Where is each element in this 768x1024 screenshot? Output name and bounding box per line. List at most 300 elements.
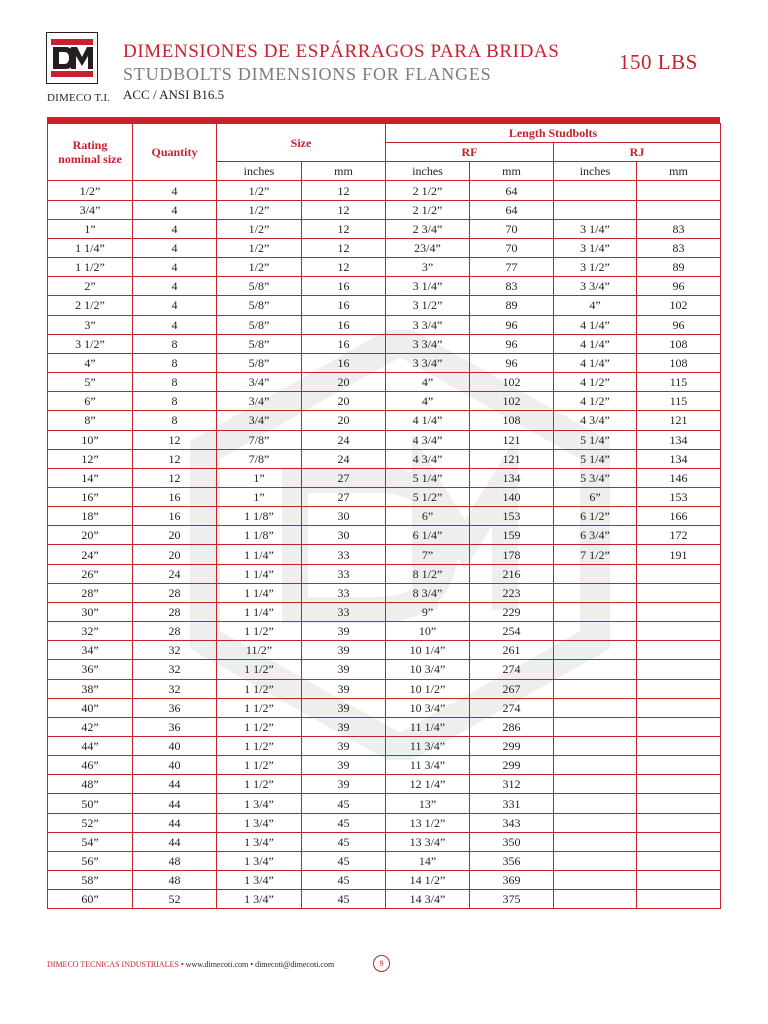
- cell-size-inches: 1 1/8”: [217, 507, 302, 526]
- cell-rf-mm: 102: [470, 373, 554, 392]
- cell-size-mm: 16: [302, 353, 386, 372]
- cell-rj-mm: 191: [637, 545, 721, 564]
- cell-rf-inches: 9”: [386, 602, 470, 621]
- cell-size-inches: 7/8”: [217, 449, 302, 468]
- studbolt-dimensions-table: [47, 123, 721, 909]
- header-rf: RF: [386, 143, 554, 162]
- cell-size-inches: 1 3/4”: [217, 813, 302, 832]
- page-number: 9: [373, 955, 390, 972]
- cell-rj-mm: [637, 717, 721, 736]
- footer-separator: •: [180, 960, 184, 969]
- cell-rf-mm: 134: [470, 468, 554, 487]
- cell-rj-mm: [637, 756, 721, 775]
- header-rj-inches: inches: [554, 162, 637, 181]
- table-row: [48, 717, 721, 736]
- cell-size-mm: 39: [302, 756, 386, 775]
- cell-rj-mm: [637, 564, 721, 583]
- cell-rj-mm: [637, 622, 721, 641]
- table-row: [48, 334, 721, 353]
- table-row: [48, 373, 721, 392]
- cell-size-mm: 39: [302, 622, 386, 641]
- cell-quantity: 44: [133, 813, 217, 832]
- table-row: [48, 181, 721, 200]
- cell-rj-mm: [637, 794, 721, 813]
- cell-rj-inches: 5 1/4”: [554, 430, 637, 449]
- cell-rj-mm: 146: [637, 468, 721, 487]
- cell-rating-size: 16”: [48, 487, 133, 506]
- cell-rf-mm: 140: [470, 487, 554, 506]
- table-row: [48, 641, 721, 660]
- header-quantity: Quantity: [133, 124, 217, 181]
- cell-rf-mm: 229: [470, 602, 554, 621]
- cell-size-mm: 39: [302, 660, 386, 679]
- cell-rating-size: 60”: [48, 890, 133, 909]
- cell-rj-mm: [637, 890, 721, 909]
- cell-rf-inches: 11 1/4”: [386, 717, 470, 736]
- cell-size-mm: 45: [302, 813, 386, 832]
- cell-size-mm: 45: [302, 851, 386, 870]
- cell-rj-mm: [637, 851, 721, 870]
- cell-rf-inches: 13 3/4”: [386, 832, 470, 851]
- cell-quantity: 36: [133, 698, 217, 717]
- cell-rj-inches: 3 1/2”: [554, 258, 637, 277]
- cell-rating-size: 3”: [48, 315, 133, 334]
- cell-rating-size: 40”: [48, 698, 133, 717]
- cell-size-mm: 39: [302, 641, 386, 660]
- cell-size-mm: 12: [302, 238, 386, 257]
- table-row: [48, 392, 721, 411]
- cell-rf-mm: 254: [470, 622, 554, 641]
- cell-rj-mm: [637, 181, 721, 200]
- cell-rating-size: 2 1/2”: [48, 296, 133, 315]
- cell-size-inches: 1 1/2”: [217, 622, 302, 641]
- table-row: [48, 622, 721, 641]
- cell-quantity: 4: [133, 238, 217, 257]
- cell-size-mm: 12: [302, 219, 386, 238]
- cell-size-mm: 45: [302, 871, 386, 890]
- cell-rj-mm: 96: [637, 315, 721, 334]
- cell-size-mm: 39: [302, 775, 386, 794]
- cell-size-mm: 16: [302, 334, 386, 353]
- cell-rf-inches: 3 1/2”: [386, 296, 470, 315]
- cell-rj-inches: [554, 181, 637, 200]
- cell-rj-mm: [637, 200, 721, 219]
- cell-size-inches: 1 3/4”: [217, 851, 302, 870]
- cell-quantity: 4: [133, 181, 217, 200]
- cell-rj-inches: 4 1/4”: [554, 315, 637, 334]
- cell-size-mm: 12: [302, 200, 386, 219]
- cell-rf-inches: 3 3/4”: [386, 334, 470, 353]
- cell-size-inches: 1 1/4”: [217, 545, 302, 564]
- cell-size-inches: 1 1/4”: [217, 583, 302, 602]
- cell-rating-size: 32”: [48, 622, 133, 641]
- cell-size-inches: 5/8”: [217, 296, 302, 315]
- table-row: [48, 258, 721, 277]
- cell-size-inches: 1 1/4”: [217, 564, 302, 583]
- cell-size-mm: 45: [302, 794, 386, 813]
- header-rating-line2: nominal size: [58, 152, 122, 167]
- cell-size-inches: 1”: [217, 487, 302, 506]
- header-length-studbolts: Length Studbolts: [386, 124, 721, 143]
- cell-rf-inches: 10 1/2”: [386, 679, 470, 698]
- cell-rf-inches: 13 1/2”: [386, 813, 470, 832]
- cell-rating-size: 30”: [48, 602, 133, 621]
- cell-rj-inches: 4 1/2”: [554, 392, 637, 411]
- cell-rating-size: 38”: [48, 679, 133, 698]
- cell-rf-inches: 13”: [386, 794, 470, 813]
- cell-rating-size: 1”: [48, 219, 133, 238]
- cell-rating-size: 1 1/2”: [48, 258, 133, 277]
- cell-size-inches: 1 1/2”: [217, 660, 302, 679]
- cell-rf-mm: 343: [470, 813, 554, 832]
- cell-rj-inches: [554, 890, 637, 909]
- header-size-inches: inches: [217, 162, 302, 181]
- cell-rf-mm: 89: [470, 296, 554, 315]
- cell-size-mm: 39: [302, 717, 386, 736]
- cell-rj-mm: 115: [637, 392, 721, 411]
- cell-rating-size: 56”: [48, 851, 133, 870]
- cell-rf-inches: 8 3/4”: [386, 583, 470, 602]
- cell-rf-mm: 83: [470, 277, 554, 296]
- table-row: [48, 775, 721, 794]
- cell-quantity: 44: [133, 794, 217, 813]
- cell-rating-size: 50”: [48, 794, 133, 813]
- cell-rf-inches: 2 1/2”: [386, 200, 470, 219]
- dm-monogram-icon: [47, 33, 97, 83]
- cell-rf-inches: 12 1/4”: [386, 775, 470, 794]
- cell-quantity: 12: [133, 468, 217, 487]
- cell-rj-inches: 4”: [554, 296, 637, 315]
- cell-rating-size: 36”: [48, 660, 133, 679]
- cell-size-inches: 1/2”: [217, 181, 302, 200]
- cell-quantity: 4: [133, 219, 217, 238]
- header-size-mm: mm: [302, 162, 386, 181]
- cell-size-inches: 1”: [217, 468, 302, 487]
- cell-rf-mm: 350: [470, 832, 554, 851]
- cell-size-mm: 20: [302, 373, 386, 392]
- cell-rf-mm: 96: [470, 334, 554, 353]
- cell-rf-mm: 286: [470, 717, 554, 736]
- table-row: [48, 353, 721, 372]
- cell-rj-mm: 172: [637, 526, 721, 545]
- cell-size-mm: 33: [302, 583, 386, 602]
- cell-size-inches: 1 1/2”: [217, 679, 302, 698]
- cell-quantity: 16: [133, 487, 217, 506]
- cell-size-inches: 1 1/8”: [217, 526, 302, 545]
- cell-rj-mm: [637, 698, 721, 717]
- cell-rf-mm: 356: [470, 851, 554, 870]
- cell-rf-inches: 3 3/4”: [386, 353, 470, 372]
- cell-rj-inches: 3 1/4”: [554, 219, 637, 238]
- cell-rj-mm: [637, 641, 721, 660]
- cell-size-mm: 39: [302, 737, 386, 756]
- cell-rj-mm: 166: [637, 507, 721, 526]
- cell-size-inches: 1 1/2”: [217, 737, 302, 756]
- cell-rf-inches: 11 3/4”: [386, 756, 470, 775]
- header-rf-inches: inches: [386, 162, 470, 181]
- cell-rf-inches: 4 1/4”: [386, 411, 470, 430]
- cell-rj-inches: 4 1/2”: [554, 373, 637, 392]
- table-row: [48, 890, 721, 909]
- cell-size-mm: 16: [302, 277, 386, 296]
- cell-quantity: 16: [133, 507, 217, 526]
- cell-rj-inches: [554, 775, 637, 794]
- table-row: [48, 564, 721, 583]
- cell-rj-mm: [637, 737, 721, 756]
- cell-rj-inches: [554, 583, 637, 602]
- cell-rf-inches: 3 1/4”: [386, 277, 470, 296]
- cell-rf-mm: 274: [470, 660, 554, 679]
- cell-rf-inches: 6”: [386, 507, 470, 526]
- cell-quantity: 52: [133, 890, 217, 909]
- header-rating-line1: Rating: [72, 138, 108, 153]
- cell-size-mm: 24: [302, 430, 386, 449]
- cell-rj-mm: 102: [637, 296, 721, 315]
- cell-rj-mm: 153: [637, 487, 721, 506]
- cell-rating-size: 5”: [48, 373, 133, 392]
- cell-rj-inches: 6 3/4”: [554, 526, 637, 545]
- cell-size-inches: 1 1/2”: [217, 775, 302, 794]
- cell-rating-size: 26”: [48, 564, 133, 583]
- cell-rj-mm: 108: [637, 334, 721, 353]
- cell-rf-inches: 2 3/4”: [386, 219, 470, 238]
- table-row: [48, 219, 721, 238]
- cell-size-mm: 33: [302, 564, 386, 583]
- table-row: [48, 296, 721, 315]
- cell-quantity: 8: [133, 392, 217, 411]
- cell-quantity: 20: [133, 526, 217, 545]
- cell-quantity: 8: [133, 411, 217, 430]
- cell-rj-inches: [554, 832, 637, 851]
- cell-rating-size: 34”: [48, 641, 133, 660]
- cell-rj-inches: [554, 200, 637, 219]
- cell-rf-inches: 7”: [386, 545, 470, 564]
- header-rj-mm: mm: [637, 162, 721, 181]
- studbolt-table-container: [47, 117, 720, 909]
- cell-rating-size: 18”: [48, 507, 133, 526]
- cell-rf-inches: 4”: [386, 373, 470, 392]
- cell-rj-inches: 3 1/4”: [554, 238, 637, 257]
- cell-quantity: 4: [133, 277, 217, 296]
- cell-rf-mm: 261: [470, 641, 554, 660]
- cell-rating-size: 3/4”: [48, 200, 133, 219]
- cell-quantity: 36: [133, 717, 217, 736]
- cell-quantity: 40: [133, 737, 217, 756]
- cell-size-inches: 1 3/4”: [217, 871, 302, 890]
- cell-quantity: 12: [133, 449, 217, 468]
- cell-quantity: 20: [133, 545, 217, 564]
- cell-rj-mm: 108: [637, 353, 721, 372]
- table-row: [48, 813, 721, 832]
- cell-rj-inches: [554, 813, 637, 832]
- cell-size-inches: 3/4”: [217, 373, 302, 392]
- cell-size-mm: 33: [302, 602, 386, 621]
- cell-rf-mm: 70: [470, 219, 554, 238]
- cell-size-mm: 33: [302, 545, 386, 564]
- standard-reference: ACC / ANSI B16.5: [123, 87, 225, 102]
- cell-rf-inches: 3”: [386, 258, 470, 277]
- cell-rf-inches: 4”: [386, 392, 470, 411]
- footer-website-link[interactable]: www.dimecoti.com: [185, 960, 249, 969]
- cell-rating-size: 3 1/2”: [48, 334, 133, 353]
- cell-rf-mm: 159: [470, 526, 554, 545]
- cell-rj-mm: [637, 602, 721, 621]
- cell-size-inches: 1 1/2”: [217, 717, 302, 736]
- cell-quantity: 48: [133, 871, 217, 890]
- cell-rj-inches: [554, 737, 637, 756]
- cell-rj-mm: 115: [637, 373, 721, 392]
- cell-rf-inches: 4 3/4”: [386, 430, 470, 449]
- table-row: [48, 526, 721, 545]
- cell-rj-mm: 134: [637, 449, 721, 468]
- cell-size-mm: 30: [302, 526, 386, 545]
- cell-rf-mm: 299: [470, 756, 554, 775]
- cell-size-inches: 5/8”: [217, 315, 302, 334]
- cell-rf-mm: 375: [470, 890, 554, 909]
- cell-rj-mm: [637, 583, 721, 602]
- table-row: [48, 507, 721, 526]
- table-row: [48, 602, 721, 621]
- cell-quantity: 48: [133, 851, 217, 870]
- cell-size-inches: 1 3/4”: [217, 794, 302, 813]
- cell-size-mm: 20: [302, 411, 386, 430]
- cell-size-mm: 24: [302, 449, 386, 468]
- cell-quantity: 28: [133, 622, 217, 641]
- cell-size-mm: 45: [302, 832, 386, 851]
- table-row: [48, 238, 721, 257]
- cell-rf-inches: 10 1/4”: [386, 641, 470, 660]
- cell-rf-inches: 2 1/2”: [386, 181, 470, 200]
- cell-rf-inches: 10 3/4”: [386, 660, 470, 679]
- cell-size-inches: 1 1/4”: [217, 602, 302, 621]
- cell-rf-mm: 64: [470, 200, 554, 219]
- cell-quantity: 4: [133, 296, 217, 315]
- cell-rj-inches: [554, 756, 637, 775]
- page-title-english: STUDBOLTS DIMENSIONS FOR FLANGES: [123, 64, 492, 84]
- cell-rj-inches: [554, 641, 637, 660]
- cell-rj-inches: [554, 564, 637, 583]
- cell-quantity: 8: [133, 353, 217, 372]
- cell-rating-size: 10”: [48, 430, 133, 449]
- cell-size-inches: 1 1/2”: [217, 698, 302, 717]
- pressure-class-label: 150 LBS: [619, 50, 698, 74]
- cell-rf-inches: 8 1/2”: [386, 564, 470, 583]
- cell-rf-inches: 3 3/4”: [386, 315, 470, 334]
- table-row: [48, 487, 721, 506]
- cell-rating-size: 52”: [48, 813, 133, 832]
- cell-rj-inches: [554, 717, 637, 736]
- cell-size-inches: 5/8”: [217, 334, 302, 353]
- cell-size-inches: 1 1/2”: [217, 756, 302, 775]
- cell-size-inches: 7/8”: [217, 430, 302, 449]
- cell-rf-mm: 274: [470, 698, 554, 717]
- cell-size-inches: 5/8”: [217, 277, 302, 296]
- table-row: [48, 794, 721, 813]
- cell-size-mm: 16: [302, 296, 386, 315]
- cell-size-inches: 1 3/4”: [217, 890, 302, 909]
- cell-rating-size: 46”: [48, 756, 133, 775]
- cell-size-mm: 16: [302, 315, 386, 334]
- table-row: [48, 545, 721, 564]
- cell-size-mm: 45: [302, 890, 386, 909]
- cell-rf-mm: 153: [470, 507, 554, 526]
- cell-rj-mm: 83: [637, 238, 721, 257]
- cell-rf-mm: 77: [470, 258, 554, 277]
- cell-size-inches: 3/4”: [217, 392, 302, 411]
- table-row: [48, 411, 721, 430]
- cell-rf-inches: 14 1/2”: [386, 871, 470, 890]
- cell-rj-mm: [637, 871, 721, 890]
- cell-quantity: 32: [133, 660, 217, 679]
- cell-rf-mm: 108: [470, 411, 554, 430]
- cell-rj-inches: 4 3/4”: [554, 411, 637, 430]
- cell-size-mm: 12: [302, 181, 386, 200]
- cell-quantity: 4: [133, 315, 217, 334]
- cell-rf-mm: 216: [470, 564, 554, 583]
- cell-rj-mm: [637, 660, 721, 679]
- table-row: [48, 583, 721, 602]
- cell-rf-mm: 299: [470, 737, 554, 756]
- cell-quantity: 24: [133, 564, 217, 583]
- cell-quantity: 4: [133, 258, 217, 277]
- cell-size-mm: 27: [302, 468, 386, 487]
- cell-rating-size: 1/2”: [48, 181, 133, 200]
- cell-rf-mm: 178: [470, 545, 554, 564]
- cell-rating-size: 20”: [48, 526, 133, 545]
- footer-email-link[interactable]: dimecoti@dimecoti.com: [255, 960, 335, 969]
- cell-rating-size: 6”: [48, 392, 133, 411]
- cell-rj-inches: 6”: [554, 487, 637, 506]
- cell-rf-mm: 64: [470, 181, 554, 200]
- cell-size-inches: 1/2”: [217, 219, 302, 238]
- cell-rating-size: 48”: [48, 775, 133, 794]
- cell-quantity: 4: [133, 200, 217, 219]
- cell-rating-size: 1 1/4”: [48, 238, 133, 257]
- cell-size-inches: 3/4”: [217, 411, 302, 430]
- cell-rf-mm: 102: [470, 392, 554, 411]
- cell-rating-size: 44”: [48, 737, 133, 756]
- cell-rj-mm: [637, 832, 721, 851]
- cell-rf-inches: 10 3/4”: [386, 698, 470, 717]
- cell-rj-inches: 5 3/4”: [554, 468, 637, 487]
- header-rf-mm: mm: [470, 162, 554, 181]
- cell-size-mm: 39: [302, 679, 386, 698]
- cell-rf-inches: 23/4”: [386, 238, 470, 257]
- table-row: [48, 698, 721, 717]
- cell-rf-inches: 14 3/4”: [386, 890, 470, 909]
- cell-rf-mm: 223: [470, 583, 554, 602]
- cell-rf-mm: 121: [470, 449, 554, 468]
- table-row: [48, 737, 721, 756]
- cell-rf-mm: 121: [470, 430, 554, 449]
- cell-rf-inches: 5 1/2”: [386, 487, 470, 506]
- cell-rating-size: 58”: [48, 871, 133, 890]
- table-row: [48, 871, 721, 890]
- cell-size-inches: 1/2”: [217, 238, 302, 257]
- cell-rj-inches: 4 1/4”: [554, 334, 637, 353]
- cell-rating-size: 54”: [48, 832, 133, 851]
- table-row: [48, 660, 721, 679]
- cell-rating-size: 14”: [48, 468, 133, 487]
- cell-rj-mm: 96: [637, 277, 721, 296]
- cell-size-mm: 12: [302, 258, 386, 277]
- cell-quantity: 12: [133, 430, 217, 449]
- cell-rj-mm: 134: [637, 430, 721, 449]
- company-label: DIMECO T.I.: [47, 92, 111, 104]
- cell-rating-size: 12”: [48, 449, 133, 468]
- cell-rating-size: 4”: [48, 353, 133, 372]
- table-row: [48, 468, 721, 487]
